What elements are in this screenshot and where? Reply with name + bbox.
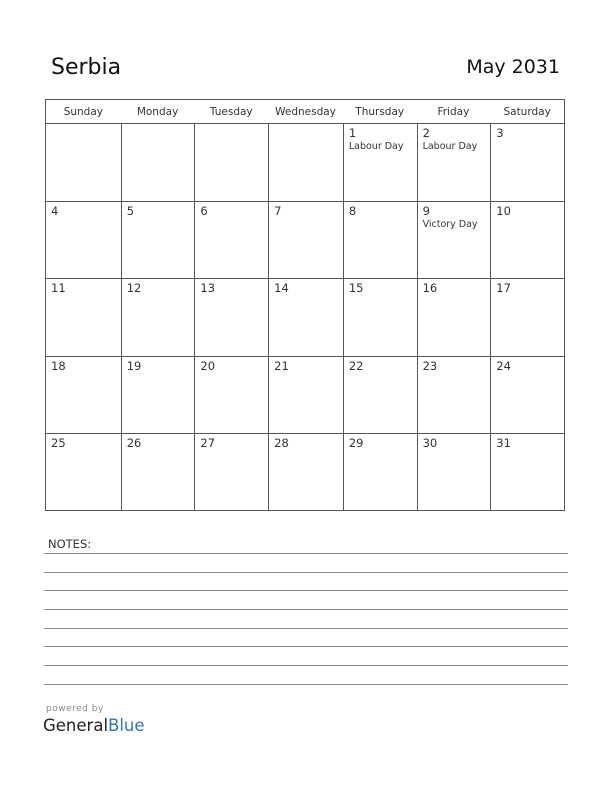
day-number: 5 xyxy=(126,204,135,219)
day-number: 2 xyxy=(422,126,430,140)
day-cell xyxy=(194,356,268,433)
day-cell xyxy=(417,278,491,355)
day-cell xyxy=(417,201,491,278)
notes-line xyxy=(44,553,568,554)
day-cell xyxy=(268,124,343,201)
notes-label: NOTES: xyxy=(48,537,92,551)
day-cell xyxy=(121,433,195,510)
day-cell xyxy=(490,124,564,201)
day-number: 13 xyxy=(200,281,216,296)
weekday-header-sunday: Sunday xyxy=(46,100,121,124)
day-cell xyxy=(417,356,491,433)
day-cell xyxy=(343,278,417,355)
weekday-header-monday: Monday xyxy=(121,100,195,124)
day-number: 7 xyxy=(274,204,282,219)
notes-line xyxy=(44,590,568,591)
day-number: 26 xyxy=(126,435,142,450)
day-cell xyxy=(121,356,195,433)
holiday-label: Victory Day xyxy=(422,219,478,231)
month-year-title: May 2031 xyxy=(466,56,560,78)
day-cell xyxy=(194,433,268,510)
day-number: 23 xyxy=(422,358,438,373)
logo-text-general: General xyxy=(43,716,109,735)
day-cell xyxy=(46,124,121,201)
notes-line xyxy=(44,609,568,610)
day-number: 6 xyxy=(200,204,208,219)
weekday-header-wednesday: Wednesday xyxy=(268,100,343,124)
day-number: 3 xyxy=(496,126,504,140)
day-cell xyxy=(343,201,417,278)
day-cell xyxy=(417,124,491,201)
holiday-label: Labour Day xyxy=(422,141,478,152)
holiday-label: Labour Day xyxy=(348,141,404,152)
day-number: 1 xyxy=(348,126,357,140)
day-number: 19 xyxy=(126,358,142,373)
day-cell xyxy=(490,433,564,510)
day-cell xyxy=(121,201,195,278)
weekday-header-thursday: Thursday xyxy=(343,100,417,124)
day-number: 20 xyxy=(200,358,216,373)
day-number: 4 xyxy=(51,204,59,219)
day-cell xyxy=(343,433,417,510)
day-number: 14 xyxy=(274,281,289,296)
weekday-header-tuesday: Tuesday xyxy=(194,100,268,124)
day-cell xyxy=(268,278,343,355)
day-number: 24 xyxy=(496,358,511,373)
notes-line xyxy=(44,628,568,629)
day-cell xyxy=(490,201,564,278)
day-cell xyxy=(121,124,195,201)
day-cell xyxy=(46,201,121,278)
notes-line xyxy=(44,684,568,685)
day-number: 9 xyxy=(422,204,430,219)
country-title: Serbia xyxy=(51,55,122,80)
notes-line xyxy=(44,572,568,573)
day-cell xyxy=(268,433,343,510)
day-cell xyxy=(417,433,491,510)
day-number: 30 xyxy=(422,435,438,450)
weekday-header-friday: Friday xyxy=(417,100,491,124)
day-number: 27 xyxy=(200,435,216,450)
day-number: 21 xyxy=(274,358,289,373)
day-cell xyxy=(121,278,195,355)
day-number: 29 xyxy=(348,435,364,450)
day-number: 12 xyxy=(126,281,142,296)
day-number: 11 xyxy=(51,281,66,296)
day-cell xyxy=(268,356,343,433)
day-cell xyxy=(268,201,343,278)
day-number: 15 xyxy=(348,281,364,296)
day-cell xyxy=(194,201,268,278)
day-cell xyxy=(46,433,121,510)
day-number: 16 xyxy=(422,281,438,296)
day-number: 8 xyxy=(348,204,357,219)
powered-by-text: powered by xyxy=(46,704,104,714)
day-number: 31 xyxy=(496,435,511,450)
calendar-grid xyxy=(45,99,565,511)
notes-line xyxy=(44,665,568,666)
day-number: 10 xyxy=(496,204,511,219)
day-number: 25 xyxy=(51,435,66,450)
logo-text-blue: Blue xyxy=(108,716,145,735)
day-number: 28 xyxy=(274,435,289,450)
notes-line xyxy=(44,646,568,647)
generalblue-logo xyxy=(43,716,145,735)
day-number: 17 xyxy=(496,281,511,296)
day-cell xyxy=(343,356,417,433)
day-cell xyxy=(46,278,121,355)
day-cell xyxy=(194,124,268,201)
day-cell xyxy=(194,278,268,355)
weekday-header-saturday: Saturday xyxy=(490,100,564,124)
day-cell xyxy=(490,278,564,355)
day-cell xyxy=(343,124,417,201)
day-number: 18 xyxy=(51,358,66,373)
day-cell xyxy=(46,356,121,433)
day-cell xyxy=(490,356,564,433)
day-number: 22 xyxy=(348,358,364,373)
